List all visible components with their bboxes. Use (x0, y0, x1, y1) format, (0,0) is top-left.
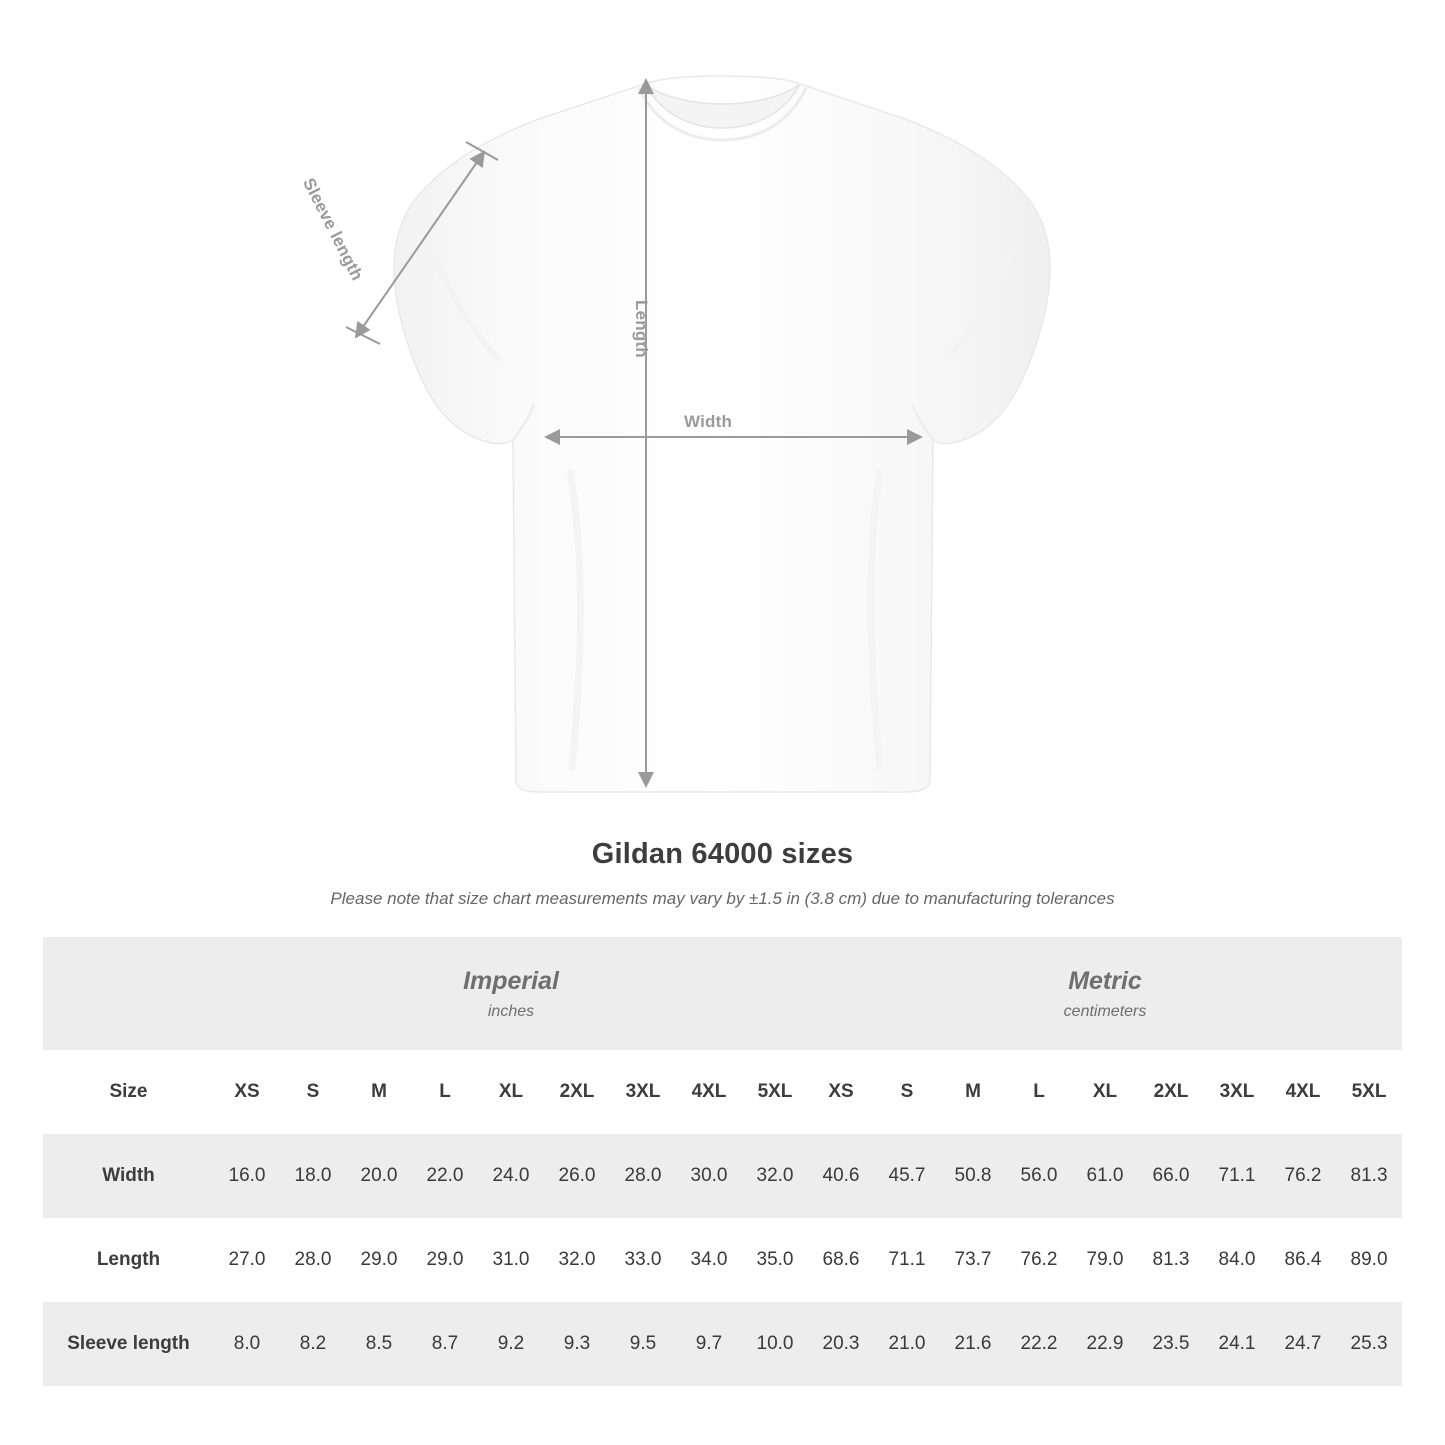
size-table-wrapper (0, 937, 1445, 1386)
size-col-header: S (900, 1081, 914, 1102)
size-col-header: M (371, 1081, 387, 1102)
cell-sleeve-imperial: 10.0 (756, 1333, 794, 1354)
cell-length-metric: 84.0 (1218, 1249, 1256, 1270)
cell-length-imperial: 27.0 (228, 1249, 266, 1270)
cell-width-imperial: 18.0 (294, 1165, 332, 1186)
unit-imperial-sub: inches (487, 1002, 535, 1020)
cell-width-metric: 61.0 (1086, 1165, 1124, 1186)
tolerance-note: Please note that size chart measurements may vary by ±1.5 in (3.8 cm) due to manufacturing tolerances (330, 889, 1115, 908)
sleeve-length-label: Sleeve length (299, 175, 367, 284)
row-label-width: Width (102, 1165, 155, 1186)
cell-width-imperial: 22.0 (426, 1165, 464, 1186)
cell-sleeve-imperial: 9.2 (497, 1333, 525, 1354)
unit-header-metric (808, 937, 1402, 1050)
cell-length-metric: 89.0 (1350, 1249, 1388, 1270)
size-col-header: XS (828, 1081, 854, 1102)
cell-length-imperial: 28.0 (294, 1249, 332, 1270)
cell-length-metric: 79.0 (1086, 1249, 1124, 1270)
size-col-header: 5XL (757, 1081, 793, 1102)
size-chart-table (43, 937, 1402, 1386)
unit-metric-name: Metric (1068, 967, 1142, 996)
cell-sleeve-imperial: 9.5 (629, 1333, 657, 1354)
size-col-header: 4XL (691, 1081, 727, 1102)
cell-width-imperial: 20.0 (360, 1165, 398, 1186)
cell-sleeve-metric: 24.7 (1284, 1333, 1322, 1354)
cell-length-metric: 81.3 (1152, 1249, 1190, 1270)
row-label-sleeve-length: Sleeve length (67, 1333, 190, 1354)
cell-sleeve-metric: 25.3 (1350, 1333, 1388, 1354)
cell-width-imperial: 28.0 (624, 1165, 662, 1186)
size-col-header: 4XL (1285, 1081, 1321, 1102)
table-row (43, 1302, 1402, 1386)
cell-length-metric: 86.4 (1284, 1249, 1322, 1270)
cell-width-metric: 71.1 (1218, 1165, 1256, 1186)
cell-width-metric: 81.3 (1350, 1165, 1388, 1186)
cell-sleeve-metric: 20.3 (822, 1333, 860, 1354)
cell-sleeve-metric: 24.1 (1218, 1333, 1256, 1354)
cell-sleeve-imperial: 8.5 (365, 1333, 393, 1354)
cell-sleeve-imperial: 8.2 (299, 1333, 327, 1354)
unit-metric-sub: centimeters (1063, 1002, 1147, 1020)
size-col-header: 3XL (1219, 1081, 1255, 1102)
cell-length-metric: 76.2 (1020, 1249, 1058, 1270)
cell-width-imperial: 30.0 (690, 1165, 728, 1186)
cell-width-imperial: 24.0 (492, 1165, 530, 1186)
cell-sleeve-metric: 22.2 (1020, 1333, 1058, 1354)
cell-sleeve-imperial: 9.3 (563, 1333, 591, 1354)
size-header-label: Size (109, 1081, 148, 1102)
cell-sleeve-metric: 23.5 (1152, 1333, 1190, 1354)
cell-length-imperial: 31.0 (492, 1249, 530, 1270)
width-label: Width (684, 412, 733, 431)
unit-header-row (43, 937, 1402, 1050)
size-col-header: 2XL (559, 1081, 595, 1102)
size-header-row (43, 1050, 1402, 1134)
length-label: Length (632, 300, 651, 358)
cell-width-metric: 40.6 (822, 1165, 860, 1186)
page-title: Gildan 64000 sizes (591, 838, 854, 870)
cell-length-imperial: 29.0 (360, 1249, 398, 1270)
cell-width-metric: 56.0 (1020, 1165, 1058, 1186)
cell-length-metric: 71.1 (888, 1249, 926, 1270)
size-col-header: 5XL (1351, 1081, 1387, 1102)
cell-sleeve-metric: 22.9 (1086, 1333, 1124, 1354)
size-col-header: 3XL (625, 1081, 661, 1102)
table-row (43, 1134, 1402, 1218)
cell-width-metric: 76.2 (1284, 1165, 1322, 1186)
cell-width-metric: 66.0 (1152, 1165, 1190, 1186)
cell-width-imperial: 16.0 (228, 1165, 266, 1186)
unit-header-imperial (214, 937, 808, 1050)
size-col-header: L (1033, 1081, 1045, 1102)
table-row (43, 1218, 1402, 1302)
cell-length-imperial: 29.0 (426, 1249, 464, 1270)
cell-width-metric: 45.7 (888, 1165, 926, 1186)
cell-length-imperial: 34.0 (690, 1249, 728, 1270)
unit-header-spacer (43, 937, 214, 1050)
cell-length-metric: 73.7 (954, 1249, 992, 1270)
size-col-header: S (306, 1081, 320, 1102)
cell-length-imperial: 33.0 (624, 1249, 662, 1270)
tshirt-shape (394, 76, 1050, 792)
cell-sleeve-metric: 21.0 (888, 1333, 926, 1354)
cell-width-imperial: 26.0 (558, 1165, 596, 1186)
cell-width-imperial: 32.0 (756, 1165, 794, 1186)
row-label-length: Length (96, 1249, 161, 1270)
cell-sleeve-imperial: 8.7 (431, 1333, 459, 1354)
cell-width-metric: 50.8 (954, 1165, 992, 1186)
size-col-header: 2XL (1153, 1081, 1189, 1102)
cell-sleeve-imperial: 9.7 (695, 1333, 723, 1354)
unit-imperial-name: Imperial (463, 967, 559, 996)
cell-sleeve-metric: 21.6 (954, 1333, 992, 1354)
cell-length-imperial: 32.0 (558, 1249, 596, 1270)
size-col-header: XL (498, 1081, 524, 1102)
size-col-header: M (965, 1081, 981, 1102)
size-col-header: XS (234, 1081, 260, 1102)
cell-length-metric: 68.6 (822, 1249, 860, 1270)
size-col-header: XL (1092, 1081, 1118, 1102)
cell-length-imperial: 35.0 (756, 1249, 794, 1270)
cell-sleeve-imperial: 8.0 (233, 1333, 261, 1354)
size-col-header: L (439, 1081, 451, 1102)
